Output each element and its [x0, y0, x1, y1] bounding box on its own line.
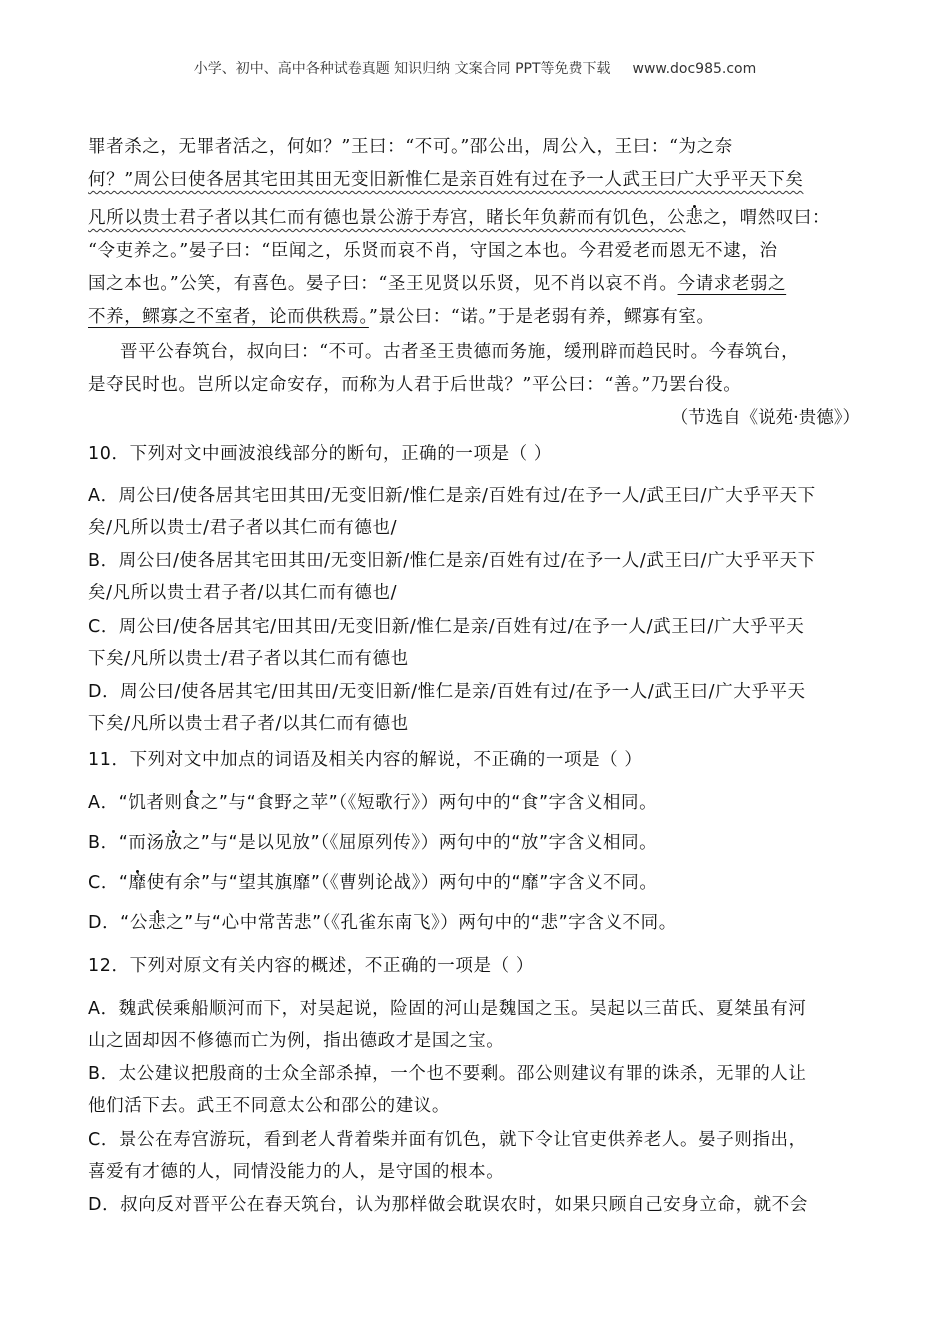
- option-c-cont: 喜爱有才德的人，同情没能力的人，是守国的根本。: [88, 1162, 505, 1182]
- option-b: B．太公建议把殷商的士众全部杀掉，一个也不要剩。邵公则建议有罪的诛杀，无罪的人让: [88, 1064, 807, 1084]
- text-segment: 之”与“是以见放”（《屈原列传》）两句中的“放”字含义相同。: [182, 833, 658, 853]
- text-segment: D．“公: [88, 913, 148, 933]
- wavy-segment: 凡所以贵士君子者以其仁而有德也景公游于寿宫，睹长年负薪而有饥色，公: [88, 208, 686, 228]
- underlined-segment: 今请求老弱之: [677, 274, 787, 294]
- passage-line: 晋平公春筑台，叔向曰：“不可。古者圣王贵德而务施，缓刑辟而趋民时。今春筑台，: [120, 342, 800, 362]
- text-segment: ”景公曰：“诺。”于是老弱有养，鳏寡有室。: [368, 307, 715, 327]
- dotted-char: 悲: [685, 208, 704, 228]
- option-c: C．周公曰/使各居其宅/田其田/无变旧新/惟仁是亲/百姓有过/在予一人/武王曰/广大乎平天: [88, 617, 805, 637]
- option-a: [88, 789, 657, 814]
- option-b: B．周公曰/使各居其宅田其田/无变旧新/惟仁是亲/百姓有过/在予一人/武王曰/广大乎平天下: [88, 551, 816, 571]
- option-a-cont: 山之固却因不修德而亡为例，指出德政才是国之宝。: [88, 1031, 505, 1051]
- option-d: D．周公曰/使各居其宅/田其田/无变旧新/惟仁是亲/百姓有过/在予一人/武王曰/广大乎平天: [88, 682, 806, 702]
- text-segment: 国之本也。”公笑，有喜色。晏子曰：“圣王见贤以乐贤，见不肖以哀不肖。: [88, 274, 678, 294]
- question-12-stem: 12．下列对原文有关内容的概述，不正确的一项是（ ）: [88, 956, 534, 976]
- text-segment: 之，喟然叹曰：: [703, 208, 831, 228]
- header-text: 小学、初中、高中各种试卷真题 知识归纳 文案合同 PPT等免费下载: [193, 61, 611, 77]
- option-b: [88, 829, 657, 854]
- question-11-stem: 11．下列对文中加点的词语及相关内容的解说，不正确的一项是（ ）: [88, 750, 643, 770]
- passage-line: [88, 204, 830, 229]
- passage-line: [88, 303, 715, 328]
- option-c: [88, 869, 657, 894]
- text-segment: B．“而汤: [88, 833, 165, 853]
- text-segment: C．“: [88, 873, 129, 893]
- passage-line: 是夺民时也。岂所以定命安存，而称为人君于后世哉？”平公曰：“善。”乃罢台役。: [88, 375, 742, 395]
- question-10-stem: 10．下列对文中画波浪线部分的断句，正确的一项是（ ）: [88, 444, 553, 464]
- option-a-cont: 矣/凡所以贵士/君子者以其仁而有德也/: [88, 518, 398, 538]
- option-a: A．周公曰/使各居其宅田其田/无变旧新/惟仁是亲/百姓有过/在予一人/武王曰/广大乎平天下: [88, 486, 816, 506]
- option-d: [88, 909, 677, 934]
- option-a: A．魏武侯乘船顺河而下，对吴起说，险固的河山是魏国之玉。吴起以三苗氏、夏桀虽有河: [88, 999, 807, 1019]
- dotted-char: 靡: [128, 873, 147, 893]
- option-b-cont: 矣/凡所以贵士君子者/以其仁而有德也/: [88, 583, 398, 603]
- text-segment: 使有余”与“望其旗靡”（《曹刿论战》）两句中的“靡”字含义不同。: [146, 873, 658, 893]
- passage-line: 罪者杀之，无罪者活之，何如？”王曰：“不可。”邵公出，周公入，王曰：“为之奈: [88, 137, 733, 157]
- dotted-char: 悲: [147, 913, 167, 933]
- dotted-char: 放: [164, 833, 183, 853]
- option-c: C．景公在寿宫游玩，看到老人背着柴并面有饥色，就下令让官吏供养老人。晏子则指出，: [88, 1130, 807, 1150]
- header-url: www.doc985.com: [632, 61, 757, 77]
- passage-line: “令吏养之。”晏子曰：“臣闻之，乐贤而哀不肖，守国之本也。今君爱老而恩无不逮，治: [88, 241, 778, 261]
- underlined-segment: 不养，鳏寡之不室者，论而供秩焉。: [88, 307, 369, 327]
- text-segment: A．“饥者则: [88, 793, 183, 813]
- option-c-cont: 下矣/凡所以贵士/君子者以其仁而有德也: [88, 649, 409, 669]
- option-d-cont: 下矣/凡所以贵士君子者/以其仁而有德也: [88, 714, 409, 734]
- dotted-char: 食: [182, 793, 201, 813]
- option-d: D．叔向反对晋平公在春天筑台，认为那样做会耽误农时，如果只顾自己安身立命，就不会: [88, 1195, 808, 1215]
- passage-source: （节选自《说苑·贵德》）: [670, 408, 860, 428]
- passage-line: [88, 270, 786, 295]
- text-segment: 之”与“食野之苹”（《短歌行》）两句中的“食”字含义相同。: [200, 793, 658, 813]
- option-b-cont: 他们活下去。武王不同意太公和邵公的建议。: [88, 1096, 450, 1116]
- passage-line-wavy: 何？”周公曰使各居其宅田其田无变旧新惟仁是亲百姓有过在予一人武王曰广大乎平天下矣: [88, 170, 804, 190]
- text-segment: 之”与“心中常苦悲”（《孔雀东南飞》）两句中的“悲”字含义不同。: [166, 913, 677, 933]
- page-header: [0, 58, 950, 78]
